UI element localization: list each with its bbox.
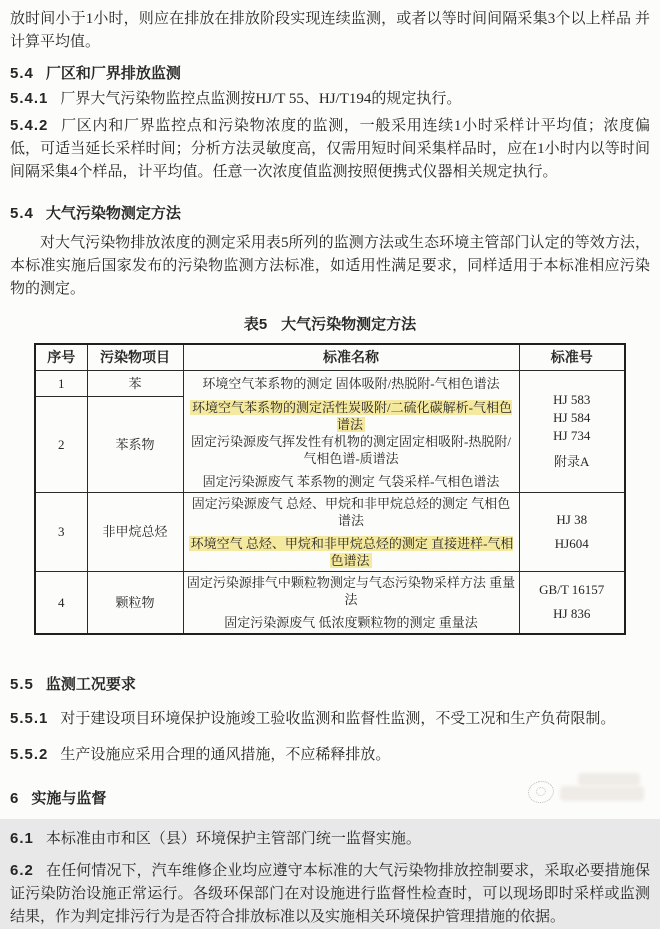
method-name: 固定污染源废气 苯系物的测定 气袋采样-气相色谱法 xyxy=(202,473,500,489)
blurred-redaction xyxy=(560,786,644,801)
table-caption xyxy=(10,315,650,335)
paragraph-measurement-intro: 对大气污染物排放浓度的测定采用表5所列的监测方法或生态环境主管部门认定的等效方法，本标准实施后国家发布的污染物监测方法标准，如适用性满足要求，同样适用于本标准相应污染物的测定。 xyxy=(10,235,650,297)
clause-5-5-1 xyxy=(10,707,650,731)
heading-5-4-boundary-monitoring xyxy=(10,64,650,84)
standard-no: HJ 734 xyxy=(553,428,591,444)
table-caption-title: 大气污染物测定方法 xyxy=(281,316,417,333)
standard-no: HJ 38 xyxy=(556,511,588,527)
clause-text: 本标准由市和区（县）环境保护主管部门统一监督实施。 xyxy=(45,830,421,847)
method-name: 固定污染源排气中颗粒物测定与气态污染物采样方法 重量法 xyxy=(186,574,516,607)
clause-text: 厂界大气污染物监控点监测按HJ/T 55、HJ/T194的规定执行。 xyxy=(60,91,462,107)
table-row xyxy=(35,492,625,571)
heading-title: 监测工况要求 xyxy=(45,675,136,693)
heading-number: 5.4 xyxy=(10,65,34,82)
clause-number: 5.5.1 xyxy=(10,709,49,727)
cell-pollutant: 非甲烷总烃 xyxy=(87,492,183,571)
table-header-row xyxy=(35,344,625,371)
standard-no: HJ 836 xyxy=(553,606,591,621)
clause-number: 5.5.2 xyxy=(10,745,49,763)
blurred-redaction xyxy=(578,773,640,786)
heading-number: 5.4 xyxy=(10,205,34,222)
column-header-pollutant: 污染物项目 xyxy=(87,344,183,371)
clause-text: 厂区内和厂界监控点和污染物浓度的监测，一般采用连续1小时采样计平均值；浓度偏低，可适当延长采样时间；分析方法灵敏度高，仅需用短时间采集样品时，应在1小时内以等时间间隔采集4个样品，计平均值。任意一次浓度值监测按照便携式仪器相关规定执行。 xyxy=(10,118,650,180)
standard-no: 附录A xyxy=(554,454,590,470)
standard-no: HJ604 xyxy=(554,535,589,551)
heading-title: 大气污染物测定方法 xyxy=(45,205,181,222)
column-header-standard-name: 标准名称 xyxy=(183,344,519,371)
stamp-watermark xyxy=(528,773,648,807)
column-header-seq: 序号 xyxy=(35,344,87,371)
standard-no: HJ 584 xyxy=(553,410,591,426)
cell-seq: 1 xyxy=(35,371,87,397)
clause-5-4-2 xyxy=(10,114,650,184)
cell-standard-name xyxy=(183,371,519,397)
table-caption-label: 表5 xyxy=(243,316,268,333)
cell-seq: 4 xyxy=(35,571,87,634)
heading-5-5-operating-conditions xyxy=(10,675,650,695)
clause-text: 生产设施应采用合理的通风措施，不应稀释排放。 xyxy=(60,746,391,763)
cell-seq: 2 xyxy=(35,397,87,493)
method-name-highlighted: 环境空气苯系物的测定活性炭吸附/二硫化碳解析-气相色谱法 xyxy=(192,399,512,432)
clause-number: 5.4.1 xyxy=(10,90,49,107)
paragraph-continuation: 放时间小于1小时，则应在排放在排放阶段实现连续监测，或者以等时间间隔采集3个以上样品 并计算平均值。 xyxy=(10,11,650,50)
column-header-standard-no: 标准号 xyxy=(519,344,625,371)
table-row xyxy=(35,571,625,634)
cell-standard-no xyxy=(519,492,625,571)
standard-no: HJ 583 xyxy=(553,392,591,408)
clause-6-1 xyxy=(10,827,650,851)
cell-standard-name xyxy=(183,397,519,493)
clause-5-4-1 xyxy=(10,87,650,111)
clause-number: 6.1 xyxy=(10,829,34,847)
cell-standard-no-merged xyxy=(519,371,625,493)
clause-text: 对于建设项目环境保护设施竣工验收监测和监督性监测，不受工况和生产负荷限制。 xyxy=(60,710,616,727)
heading-title: 厂区和厂界排放监测 xyxy=(45,65,181,82)
method-name: 固定污染源废气 总烃、甲烷和非甲烷总烃的测定 气相色谱法 xyxy=(191,495,511,528)
method-name: 固定污染源废气挥发性有机物的测定固定相吸附-热脱附/气相色谱-质谱法 xyxy=(191,433,511,466)
stamp-icon xyxy=(526,779,556,806)
method-name: 固定污染源废气 低浓度颗粒物的测定 重量法 xyxy=(224,614,478,630)
measurement-methods-table xyxy=(34,343,626,635)
clause-text: 在任何情况下，汽车维修企业均应遵守本标准的大气污染物排放控制要求，采取必要措施保证污染防治设施正常运行。各级环保部门在对设施进行监督性检查时，可以现场即时采样或监测结果，作为判定排污行为是否符合排放标准以及实施相关环境保护管理措施的依据。 xyxy=(10,862,650,925)
clause-6-2 xyxy=(10,859,650,929)
clause-5-5-2 xyxy=(10,743,650,767)
cell-pollutant: 颗粒物 xyxy=(87,571,183,634)
cell-standard-name xyxy=(183,571,519,634)
cell-pollutant: 苯 xyxy=(87,371,183,397)
method-name-highlighted: 环境空气 总烃、甲烷和非甲烷总烃的测定 直接进样-气相色谱法 xyxy=(190,535,514,568)
table-row xyxy=(35,371,625,397)
clause-number: 6.2 xyxy=(10,861,34,879)
cell-pollutant: 苯系物 xyxy=(87,397,183,493)
method-name: 环境空气苯系物的测定 固体吸附/热脱附-气相色谱法 xyxy=(202,376,500,392)
heading-title: 实施与监督 xyxy=(31,789,107,807)
cell-standard-no xyxy=(519,571,625,634)
cell-seq: 3 xyxy=(35,492,87,571)
cell-standard-name xyxy=(183,492,519,571)
standard-no: GB/T 16157 xyxy=(539,582,605,597)
heading-number: 5.5 xyxy=(10,675,34,693)
clause-number: 5.4.2 xyxy=(10,117,49,134)
heading-number: 6 xyxy=(10,789,20,807)
heading-5-4-measurement-methods xyxy=(10,204,650,224)
